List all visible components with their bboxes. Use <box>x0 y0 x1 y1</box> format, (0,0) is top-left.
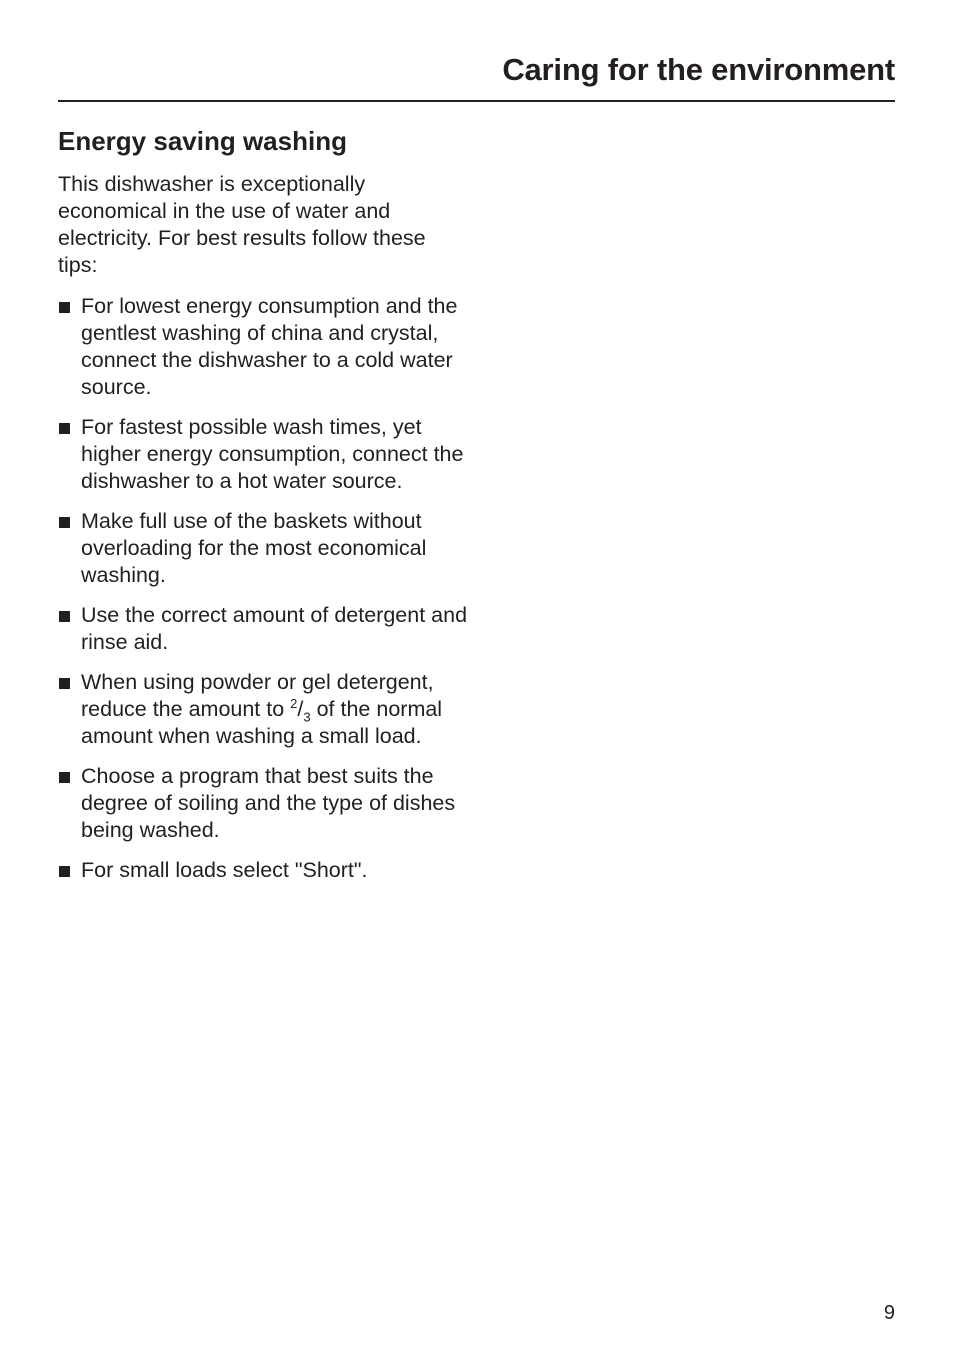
tip-text: Make full use of the baskets without overloading for the most economical washing. <box>81 509 427 587</box>
tip-text: Use the correct amount of detergent and rinse aid. <box>81 603 468 654</box>
square-bullet-icon <box>59 866 70 877</box>
tip-small-load-detergent <box>58 669 468 750</box>
intro-paragraph: This dishwasher is exceptionally economical in the use of water and electricity. For best results follow these tips: <box>58 172 426 277</box>
tip-text-before: When using powder or gel detergent, reduce the amount to <box>81 670 434 721</box>
tip-hot-water <box>58 414 468 495</box>
tip-cold-water <box>58 293 468 401</box>
fraction-numerator: 2 <box>290 695 298 711</box>
square-bullet-icon <box>59 517 70 528</box>
tip-text: Choose a program that best suits the degree of soiling and the type of dishes being washed. <box>81 764 456 842</box>
tip-program-choice <box>58 763 468 844</box>
square-bullet-icon <box>59 772 70 783</box>
tips-list <box>58 293 468 884</box>
tip-text-after: of the normal amount when washing a small load. <box>81 697 443 748</box>
tip-text: For fastest possible wash times, yet higher energy consumption, connect the dishwasher to a hot water source. <box>81 415 464 493</box>
square-bullet-icon <box>59 302 70 313</box>
page-number: 9 <box>883 1302 895 1324</box>
page-header <box>58 52 895 102</box>
tip-text: For small loads select "Short". <box>81 858 368 882</box>
main-content <box>58 124 468 897</box>
square-bullet-icon <box>59 611 70 622</box>
square-bullet-icon <box>59 678 70 689</box>
tip-short-program <box>58 857 468 884</box>
tip-full-baskets <box>58 508 468 589</box>
page-title: Caring for the environment <box>502 52 895 87</box>
tip-text: For lowest energy consumption and the gentlest washing of china and crystal, connect the dishwasher to a cold water source. <box>81 294 458 399</box>
fraction-denominator: 3 <box>303 709 311 725</box>
tip-detergent-amount <box>58 602 468 656</box>
fraction-slash: / <box>297 697 304 721</box>
section-heading: Energy saving washing <box>58 126 347 156</box>
square-bullet-icon <box>59 423 70 434</box>
